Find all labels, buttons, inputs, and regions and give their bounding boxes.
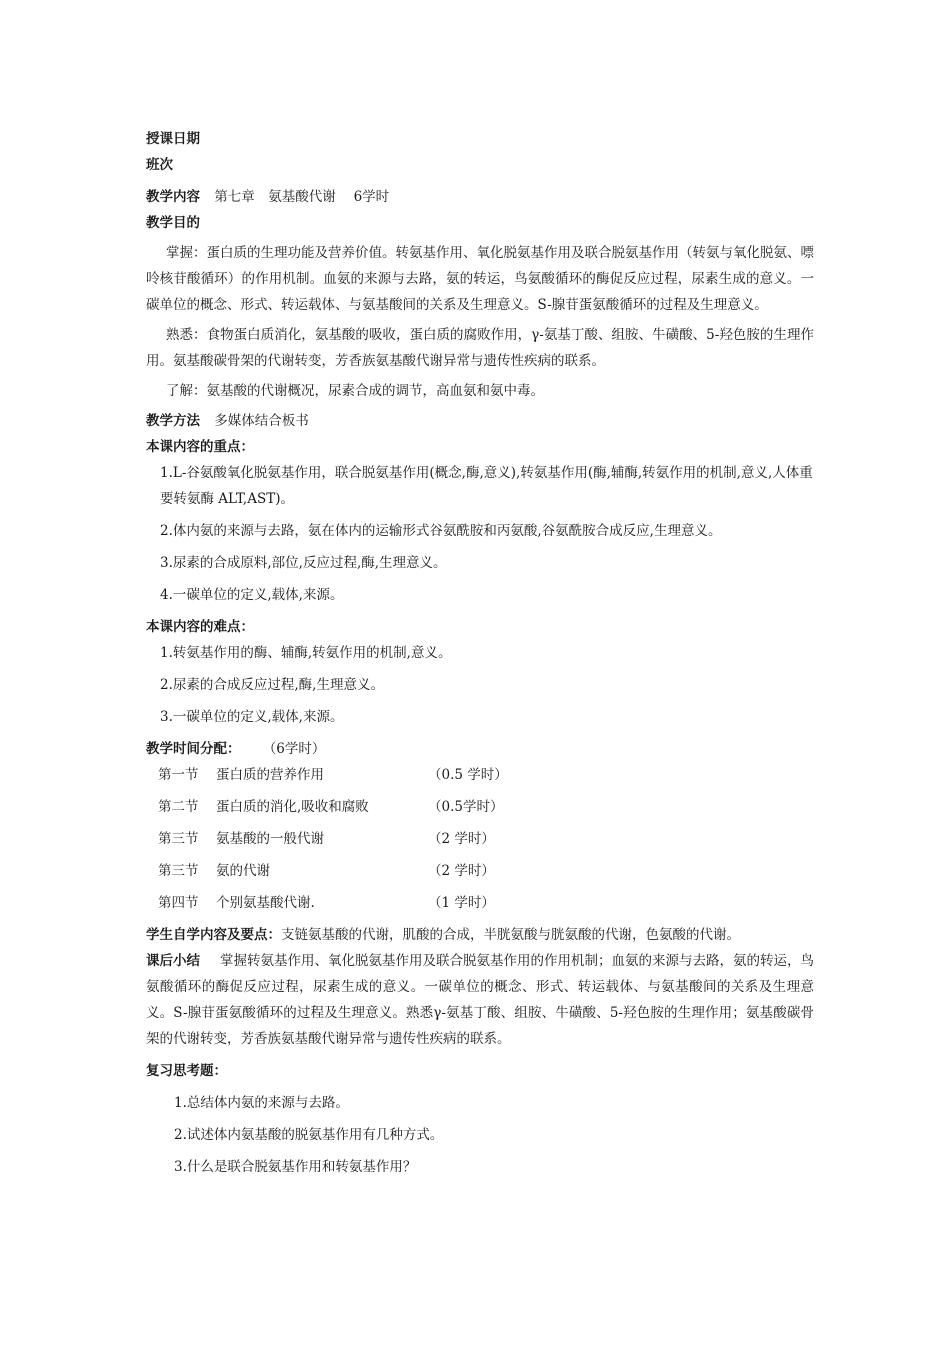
summary-value: 掌握转氨基作用、氧化脱氨基作用及联合脱氨基作用的作用机制；血氨的来源与去路，氨的转运，鸟氨酸循环的酶促反应过程，尿素生成的意义。一碳单位的概念、形式、转运载体、与氨基酸间的关系及生理意义。S-腺苷蛋氨酸循环的过程及生理意义。熟悉γ-氨基丁酸、组胺、牛磺酸、5-羟色胺的生理作用；氨基酸碳骨架的代谢转变，芳香族氨基酸代谢异常与遗传性疾病的联系。 — [146, 953, 814, 1047]
class-label: 班次 — [146, 157, 173, 173]
review-item: 3.什么是联合脱氨基作用和转氨基作用？ — [174, 1159, 417, 1175]
time-row — [146, 890, 814, 916]
difficult-point-item: 1.转氨基作用的酶、辅酶,转氨作用的机制,意义。 — [160, 645, 452, 661]
time-allocation-label: 教学时间分配： — [146, 741, 241, 757]
summary-label: 课后小结 — [146, 953, 200, 969]
time-row — [146, 762, 814, 788]
self-study-label: 学生自学内容及要点： — [146, 927, 281, 943]
date-label: 授课日期 — [146, 131, 200, 147]
time-row — [146, 794, 814, 820]
content-value: 第七章 氨基酸代谢 6学时 — [214, 189, 390, 205]
time-row — [146, 858, 814, 884]
objective-master: 掌握：蛋白质的生理功能及营养价值。转氨基作用、氧化脱氨基作用及联合脱氨基作用（转氨与氧化脱氨、嘌呤核苷酸循环）的作用机制。血氨的来源与去路，氨的转运，鸟氨酸循环的酶促反应过程，尿素生成的意义。一碳单位的概念、形式、转运载体、与氨基酸间的关系及生理意义。S-腺苷蛋氨酸循环的过程及生理意义。 — [146, 245, 814, 313]
key-point-item: 4.一碳单位的定义,载体,来源。 — [160, 587, 344, 603]
key-points-label: 本课内容的重点： — [146, 439, 254, 455]
time-row-title: 蛋白质的营养作用 — [216, 767, 324, 783]
content-label: 教学内容 — [146, 189, 200, 205]
key-point-item: 2.体内氨的来源与去路，氨在体内的运输形式谷氨酰胺和丙氨酸,谷氨酰胺合成反应,生理意义。 — [160, 523, 722, 539]
time-row — [146, 826, 814, 852]
key-point-item: 1.L-谷氨酸氧化脱氨基作用，联合脱氨基作用(概念,酶,意义),转氨基作用(酶,辅酶,转氨作用的机制,意义,人体重要转氨酶 ALT,AST)。 — [160, 465, 813, 507]
time-row-title: 氨基酸的一般代谢 — [216, 831, 324, 847]
review-label: 复习思考题： — [146, 1063, 227, 1079]
time-row-section: 第四节 — [158, 895, 199, 911]
time-row-title: 氨的代谢 — [216, 863, 270, 879]
time-row-section: 第一节 — [158, 767, 199, 783]
difficult-point-item: 2.尿素的合成反应过程,酶,生理意义。 — [160, 677, 384, 693]
time-row-hours: （0.5学时） — [428, 799, 504, 815]
difficult-points-label: 本课内容的难点： — [146, 619, 254, 635]
content-row — [146, 184, 814, 210]
time-row-hours: （1 学时） — [428, 895, 495, 911]
time-allocation-row — [146, 736, 814, 762]
lesson-plan-page — [146, 126, 814, 1186]
method-label: 教学方法 — [146, 413, 200, 429]
self-study-value: 支链氨基酸的代谢，肌酸的合成，半胱氨酸与胱氨酸的代谢，色氨酸的代谢。 — [281, 927, 740, 943]
time-row-section: 第三节 — [158, 863, 199, 879]
review-item: 1.总结体内氨的来源与去路。 — [174, 1095, 349, 1111]
method-value: 多媒体结合板书 — [214, 413, 309, 429]
objective-familiar: 熟悉：食物蛋白质消化，氨基酸的吸收，蛋白质的腐败作用，γ-氨基丁酸、组胺、牛磺酸、5-羟色胺的生理作用。氨基酸碳骨架的代谢转变，芳香族氨基酸代谢异常与遗传性疾病的联系。 — [146, 327, 814, 369]
time-row-hours: （0.5 学时） — [428, 767, 508, 783]
time-row-section: 第二节 — [158, 799, 199, 815]
summary-row — [146, 948, 814, 1052]
objective-understand: 了解：氨基酸的代谢概况，尿素合成的调节，高血氨和氨中毒。 — [166, 383, 544, 399]
method-row — [146, 408, 814, 434]
time-row-hours: （2 学时） — [428, 831, 495, 847]
review-item: 2.试述体内氨基酸的脱氨基作用有几种方式。 — [174, 1127, 444, 1143]
objective-label: 教学目的 — [146, 215, 200, 231]
difficult-point-item: 3.一碳单位的定义,载体,来源。 — [160, 709, 344, 725]
time-allocation-total: （6学时） — [262, 741, 326, 757]
key-point-item: 3.尿素的合成原料,部位,反应过程,酶,生理意义。 — [160, 555, 447, 571]
time-row-hours: （2 学时） — [428, 863, 495, 879]
self-study-row — [146, 922, 814, 948]
time-row-title: 蛋白质的消化,吸收和腐败 — [216, 799, 369, 815]
time-row-section: 第三节 — [158, 831, 199, 847]
time-row-title: 个别氨基酸代谢. — [216, 895, 315, 911]
